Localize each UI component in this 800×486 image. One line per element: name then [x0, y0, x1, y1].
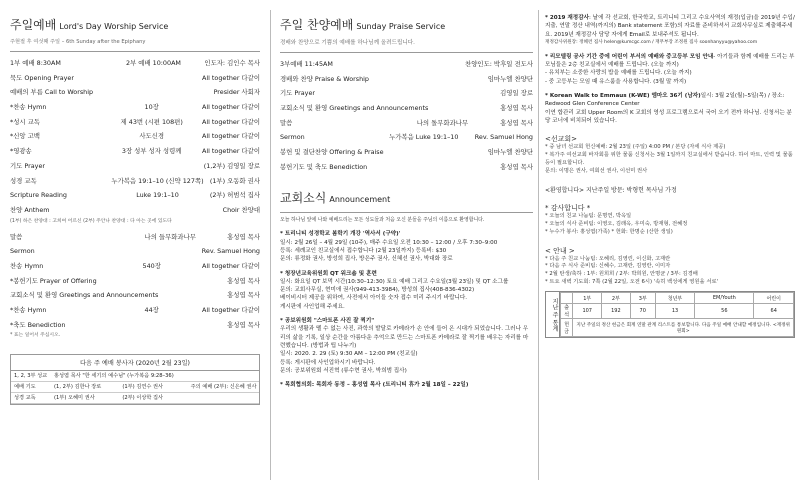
order-row: 봉헌기도 및 축도 Benediction 홍성엽 목사: [280, 162, 533, 171]
column-divider: [538, 10, 539, 480]
announcement-item: * 공보위원회 "스마트폰 사진 잘 찍기" 우리의 생활과 뗄 수 없는 사진, 과학의 발달로 카메라가 손 안에 들어 온 시대가 되었습니다. 그러나 우리의 삶을 기록, 일상 순간을 아름다운 추억으로 만드는 스마트폰 카메라로 잘 찍기를 배우는 자리를 마련했습니다. (방법과 팁 나누기) 일시: 2020. 2. 29 (토) 9:30 AM – 12:00 PM (친교실) 등록: 게시판에 사인업하시기 바랍니다. 문의: 공보위원회 서진혁 (류수현 권사, 박희범 집사): [280, 318, 529, 374]
order-row: 경배와 찬양 Praise & Worship 임마누엘 찬양단: [280, 74, 533, 83]
offering-cell: 192: [602, 304, 631, 319]
mission-title: <선교회>: [545, 135, 578, 144]
offering-header: EM/Youth: [695, 293, 754, 304]
service-times: 1부 예배 8:30AM 2부 예배 10:00AM 인도자: 김인수 목사: [10, 59, 260, 67]
mission-text: * 중 남녀 선교회 헌신예배: 2월 23일 (주일) 4:00 PM / 본당 (자세 식사 제공) * 복가주 여선교회 바자회를 위한 물품 신청서는 3월 1일까지 친교실에서 받습니다. 하이 마트, 인력 및 물품 등이 필요합니다. 문의: 이명은 권사, 여회선 권사, 이선미 권사: [545, 144, 793, 174]
offering-cell: 56: [695, 304, 754, 319]
order-row: 말씀 나의 돌무화과나무 홍성엽 목사: [280, 118, 533, 127]
guide-title: < 안내 >: [545, 246, 575, 255]
order-row: 기도 Prayer 김영일 장로: [280, 89, 533, 98]
offering-header: 3부: [630, 293, 655, 304]
order-row: 교회소식 및 환영 Greetings and Announcements 홍성엽 목사: [10, 291, 260, 300]
notice-item: * 리모델링 공사 기간 중에 어린이 부서의 예배와 중고등부 모임 안내- 아기들과 함께 예배를 드리는 부모님들은 2층 친교실에서 예배를 드립니다. (오늘 까지) - 유치부는 소중한 사랑의 밥을 예배를 드립니다. (오늘 까지) - 중 고등부는 모임 때 유스룸을 사용합니다. (3월 말 까지): [545, 53, 795, 85]
praise-service-column: [280, 0, 533, 389]
order-row: *성시 교독 제 43번 (시편 108편) All together 다같이: [10, 117, 260, 126]
order-row: *신앙 고백 사도신경 All together 다같이: [10, 132, 260, 141]
welcome-text: <환영합니다> 지난주일 방문: 박형헌 목사님 가정: [545, 186, 677, 194]
offering-label: 지난 주 통계: [546, 292, 560, 337]
order-row: 묵도 Opening Prayer All together 다같이: [10, 73, 260, 82]
order-row: *찬송 Hymn 10장 All together 다같이: [10, 103, 260, 112]
server-row: 성경 교독 (1부) 오혜미 권사 (2부) 이상학 집사: [11, 393, 259, 404]
order-row: *봉헌기도 Prayer of Offering 홍성엽 목사: [10, 276, 260, 285]
anthem-note: (1부) 하은 찬양대 : 고희여 어르신 (2부) 주안나 찬양대 : 다 아는 곳에 있도다: [10, 218, 172, 224]
notice-item: * 2019 재정감사: 날에 각 선교회, 한국학교, 트리니티 그리고 수요사역의 재정(입금)을 2019년 수입/지출, 연말 정산 내역(까지의) Bank statement 포함)의 자료를 준비하셔서 교회사무실로 제출해주세요. 2019년 재정감사 담당 자에게 Email로 보내주셔도 됩니다. 재정감사위원장: 정혜련 집사 helen@kumcgc.com / 재무부장 조정원 집사 soonhanyyu@yahoo.com: [545, 15, 795, 45]
epiphany-note: 주현절 후 여섯째 주일 – 6th Sunday after the Epiphany: [10, 39, 146, 45]
announcement-item: * 목회협의회: 목회자 동정 – 홍성엽 목사 (트리니티 휴가 2월 18일 – 22일): [280, 382, 469, 389]
announcement-item: * 청장년교육위원회 QT 워크숍 및 훈련 일시: 화요일 QT 보먹 시간(10:30–12:30) 토요 예배 그리고 수요일(3월 23일) 및 QT 소그룹 문의: 교회사무실, 현미애 권사(949-413-3984), 방성희 집사(408-836-4302) 베이비시터 제공을 위하여, 사전에서 아이들 숫자 접수 미리 주시기 바랍니다. 게시판에 사인업해 주세요.: [280, 270, 509, 310]
thanks-title: * 감사합니다 *: [545, 203, 591, 212]
offering-header: 2부: [602, 293, 631, 304]
next-week-servers: [10, 354, 260, 405]
order-row: 성경 교독 누가복음 19:1–10 (신약 127쪽) (1부) 오동화 권사: [10, 176, 260, 185]
announcement-list: [280, 230, 533, 389]
offering-table: [545, 291, 795, 338]
divider: [280, 52, 533, 53]
praise-order: [280, 72, 533, 175]
offering-cell: 출석: [561, 304, 573, 319]
order-row: Sermon Rev. Samuel Hong: [10, 247, 260, 256]
server-row: 1, 2, 3부 성교 홍성엽 목사 "한 세기의 예수님" (누가복음 9:28–36): [11, 371, 259, 382]
worship-title: 주일예배 Lord's Day Worship Service: [10, 18, 169, 32]
order-row: 봉헌 및 결단찬양 Offering & Praise 임마누엘 찬양단: [280, 148, 533, 157]
announcement-item: * 트리니티 성경학교 봄학기 개강 '역사서 (구약)' 일시: 2월 26일 – 4월 29일 (10주), 매주 수요일 오전 10:30 – 12:00 / 오후 7:30–9:00 등록: 세례교인 친교실에서 접수합니다 (2월 23일까지) 등록비: $30 문의: 류정화 권사, 방성희 집사, 방은주 권사, 신혜선 권사, 박대화 장로: [280, 231, 498, 263]
next-week-title: 다음 주 예배 봉사자 (2020년 2월 23일): [11, 355, 259, 371]
praise-intro: 경배와 찬양으로 기쁨의 예배를 하나님께 올려드립니다.: [280, 40, 415, 46]
offering-header: 어린이: [754, 293, 794, 304]
thanks-text: * 오늘의 친교 나눔팀: 문명연, 박옥일 * 오늘의 식사 준비팀: 이영오, 김래옥, 우미숙, 방재형, 전혜정 * 누수가 봉사: 홍성엽(가족) * 헌화: 한명순 (산한 생일): [545, 212, 688, 235]
praise-title: 주일 찬양예배 Sunday Praise Service: [280, 18, 446, 32]
offering-label-2: 헌금: [561, 319, 573, 337]
column-divider: [270, 10, 271, 480]
order-row: 찬양 Anthem Choir 찬양대: [10, 205, 260, 214]
order-of-worship-2: [10, 230, 260, 333]
order-of-worship: [10, 71, 260, 218]
offering-header: 청년부: [655, 293, 695, 304]
worship-service-column: [10, 0, 260, 405]
order-row: 찬송 Hymn 540장 All together 다같이: [10, 261, 260, 270]
notice-list: [545, 14, 795, 125]
offering-header: [561, 293, 573, 304]
notice-item: * Korean Walk to Emmaus (K-WE) 엠마오 36기 (남자)일시: 3월 2일(월)–5일(목) / 장소: Redwood Glen Conference Center 이연 합관리 교회 Upper Room의 K 교회의 영성 프로그램으로서 국어 오기 전까 하나님. 신청서는 분당 코너에 비치되어 있습니다.: [545, 92, 792, 124]
order-row: 기도 Prayer (1,2부) 김영일 장로: [10, 161, 260, 170]
offering-note: 지난 주일의 정산 헌금은 회계 연말 관계 리스트를 통보합니다. 다음 주일 예배 안내할 예정입니다. <재정위원회>: [573, 319, 794, 337]
order-row: *영광송 3장 성부 성자 성령께 All together 다같이: [10, 147, 260, 156]
guide-text: * 다음 주 친교 나눔팀: 오혜리, 김영린, 이신화, 고재란 * 다음 주 식사 준비팀: 신혜수, 고재란, 김영란, 이미자 * 2월 탄생/축하 : 1부: 원희희 / 2부: 박희원, 안명균 / 3부: 김경배 * 트요 새벽 기도회: 7쪽 (2월 22일, 오전 6시) '속히 백성에게 영원을 서로': [545, 255, 719, 286]
announcement-title: 교회소식 Announcement: [280, 190, 391, 205]
announcement-intro: 오늘 하나님 앞에 나와 예배드리는 모든 성도들과 처음 오신 분들을 주님의 이름으로 환영합니다.: [280, 216, 485, 223]
offering-cell: 107: [573, 304, 602, 319]
server-row: 예배 기도 (1, 2부) 김한나 장로 (1부) 김연수 권사 주의 예배 (2부): 신은혜 권사: [11, 382, 259, 393]
praise-time: 3부예배 11:45AM 찬양인도: 박후일 전도사: [280, 60, 533, 68]
order-row: 예배의 부름 Call to Worship Presider 사회자: [10, 88, 260, 97]
offering-cell: 13: [655, 304, 695, 319]
offering-cell: 70: [630, 304, 655, 319]
divider: [280, 212, 533, 213]
notices-column: [545, 0, 795, 338]
order-row: Sermon 누가복음 Luke 19:1–10 Rev. Samuel Hong: [280, 133, 533, 142]
stand-note: * 표는 일어서 주십시오.: [10, 333, 61, 339]
order-row: *찬송 Hymn 44장 All together 다같이: [10, 306, 260, 314]
offering-cell: 64: [754, 304, 794, 319]
divider: [10, 51, 260, 52]
order-row: Scripture Reading Luke 19:1–10 (2부) 허범석 집사: [10, 191, 260, 200]
order-row: *축도 Benediction 홍성엽 목사: [10, 320, 260, 329]
order-row: 말씀 나의 들무화과나무 홍성엽 목사: [10, 232, 260, 241]
offering-header: 1부: [573, 293, 602, 304]
order-row: 교회소식 및 환영 Greetings and Announcements 홍성엽 목사: [280, 104, 533, 113]
